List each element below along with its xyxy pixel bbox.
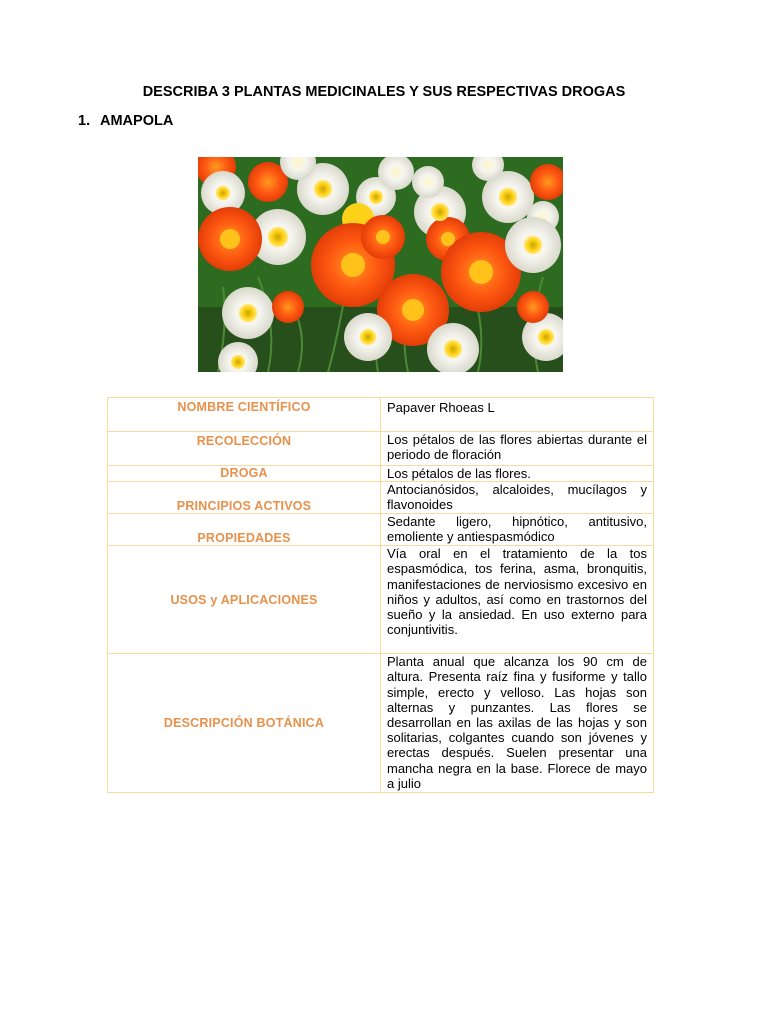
row-value: Planta anual que alcanza los 90 cm de altura. Presenta raíz fina y fusiforme y tallo simple, erecto y velloso. Las hojas son alternas y punzantes. Las flores se desarrollan en las axilas de las hojas y son solitarias, colgantes cuando son jóvenes y erectas después. Suelen presentar una mancha negra en la base. Florece de mayo a julio: [381, 654, 654, 793]
row-value: Vía oral en el tratamiento de la tos espasmódica, tos ferina, asma, bronquitis, manifestaciones de nerviosismo excesivo en niños y adultos, así como en trastornos del sueño y la ansiedad. En uso externo para conjuntivitis.: [381, 546, 654, 654]
row-value: Los pétalos de las flores.: [381, 466, 654, 482]
poppy-flowers-photo: [198, 157, 563, 372]
row-label: PRINCIPIOS ACTIVOS: [108, 482, 381, 514]
row-value: Sedante ligero, hipnótico, antitusivo, emoliente y antiespasmódico: [381, 514, 654, 546]
row-label: NOMBRE CIENTÍFICO: [108, 398, 381, 432]
row-label: PROPIEDADES: [108, 514, 381, 546]
row-value: Papaver Rhoeas L: [381, 398, 654, 432]
row-label: DESCRIPCIÓN BOTÁNICA: [108, 654, 381, 793]
section-title: AMAPOLA: [100, 113, 174, 129]
row-value: Los pétalos de las flores abiertas durante el periodo de floración: [381, 432, 654, 466]
table-row: [108, 514, 654, 546]
document-title: DESCRIBA 3 PLANTAS MEDICINALES Y SUS RESPECTIVAS DROGAS: [142, 84, 626, 100]
section-number: 1.: [78, 113, 91, 129]
table-row: [108, 482, 654, 514]
row-label: RECOLECCIÓN: [108, 432, 381, 466]
plant-properties-table: [107, 397, 654, 793]
poppy-flowers-illustration: [198, 157, 563, 372]
table-row: [108, 398, 654, 432]
section-heading: [78, 113, 173, 129]
table-row: [108, 546, 654, 654]
table-row: [108, 654, 654, 793]
row-label: USOS y APLICACIONES: [108, 546, 381, 654]
table-row: [108, 432, 654, 466]
row-label: DROGA: [108, 466, 381, 482]
row-value: Antocianósidos, alcaloides, mucílagos y flavonoides: [381, 482, 654, 514]
table-row: [108, 466, 654, 482]
